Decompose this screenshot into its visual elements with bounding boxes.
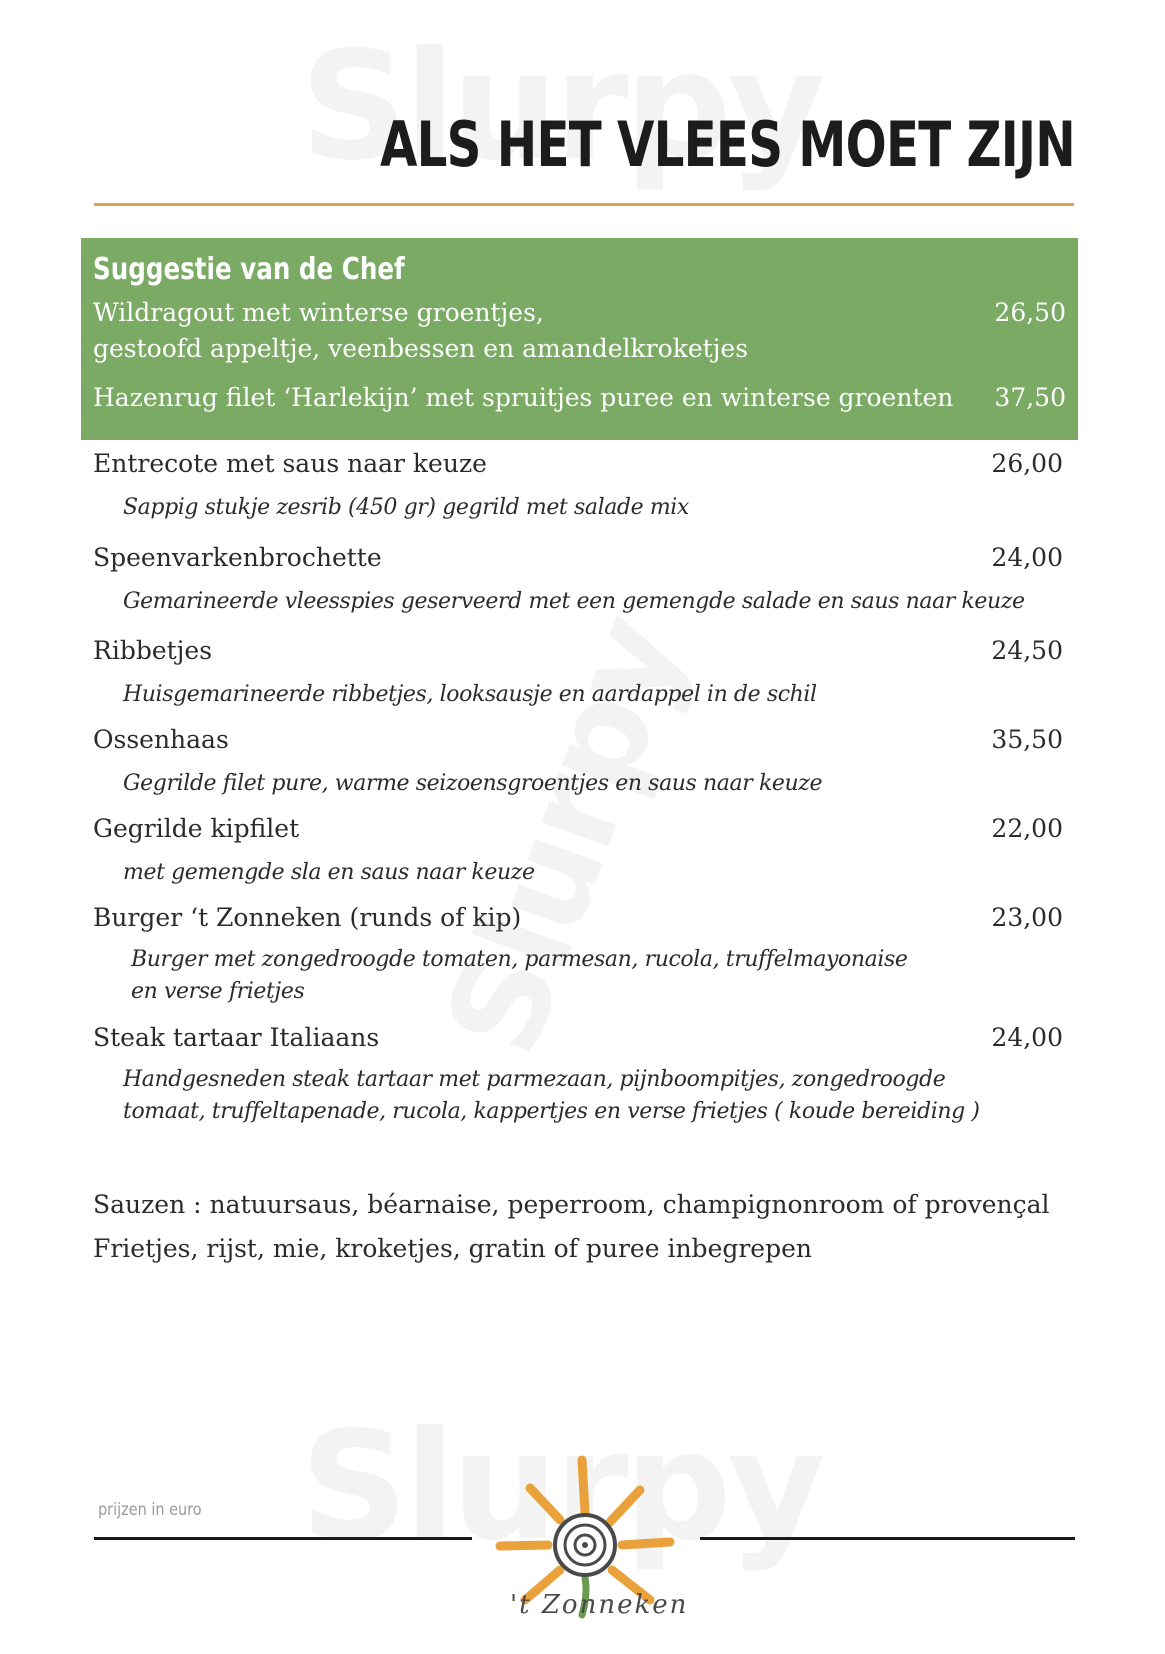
chef-item-price: 37,50 (994, 383, 1066, 412)
menu-item-description: Handgesneden steak tartaar met parmezaan, pijnboompitjes, zongedroogde tomaat, truffeltapenade, rucola, kappertjes en verse frietjes ( koude bereiding ) (123, 1067, 980, 1124)
menu-item-description: met gemengde sla en saus naar keuze (123, 860, 535, 885)
sides-note: Frietjes, rijst, mie, kroketjes, gratin of puree inbegrepen (93, 1234, 813, 1263)
menu-item-price: 24,00 (991, 543, 1063, 572)
menu-item (93, 900, 1063, 1008)
menu-item-description: Sappig stukje zesrib (450 gr) gegrild met salade mix (123, 495, 689, 520)
title-divider (94, 203, 1074, 206)
menu-item (93, 1020, 1063, 1128)
menu-notes (93, 1183, 1050, 1271)
footer-divider-left (94, 1537, 472, 1540)
menu-item-name: Entrecote met saus naar keuze (93, 449, 487, 478)
menu-item-name: Ribbetjes (93, 636, 213, 665)
menu-item-name: Ossenhaas (93, 725, 229, 754)
chef-item-line: gestoofd appeltje, veenbessen en amandelkroketjes (93, 334, 749, 363)
footer-divider-right (700, 1537, 1075, 1540)
menu-item (93, 722, 1063, 800)
chef-item-name (93, 295, 748, 367)
menu-item-description: Huisgemarineerde ribbetjes, looksausje en aardappel in de schil (123, 682, 817, 707)
menu-item-description: Gegrilde filet pure, warme seizoensgroentjes en saus naar keuze (123, 771, 823, 796)
menu-item-price: 23,00 (991, 903, 1063, 932)
menu-item-price: 22,00 (991, 814, 1063, 843)
menu-item-name: Burger ‘t Zonneken (runds of kip) (93, 903, 522, 932)
chef-item-price: 26,50 (994, 298, 1066, 327)
price-currency-note: prijzen in euro (98, 1500, 202, 1520)
chef-suggestion-title: Suggestie van de Chef (93, 252, 405, 287)
logo-wordmark: 't Zonneken (510, 1590, 689, 1620)
menu-item-name: Gegrilde kipfilet (93, 814, 300, 843)
sauces-note: Sauzen : natuursaus, béarnaise, peperroom, champignonroom of provençal (93, 1190, 1050, 1219)
chef-item-name (93, 380, 953, 416)
sun-logo-icon (490, 1450, 680, 1650)
menu-item-price: 35,50 (991, 725, 1063, 754)
menu-item-name: Speenvarkenbrochette (93, 543, 382, 572)
page-title: ALS HET VLEES MOET ZIJN (380, 108, 1075, 181)
menu-item (93, 446, 1063, 524)
menu-item-description: Burger met zongedroogde tomaten, parmesan, rucola, truffelmayonaise en verse frietjes (131, 947, 908, 1004)
menu-item-price: 24,00 (991, 1023, 1063, 1052)
menu-item (93, 540, 1063, 618)
chef-item-line: Hazenrug filet ‘Harlekijn’ met spruitjes puree en winterse groenten (93, 383, 954, 412)
chef-suggestion-box (81, 238, 1078, 440)
menu-item-price: 24,50 (991, 636, 1063, 665)
menu-item (93, 633, 1063, 711)
chef-item-line: Wildragout met winterse groentjes, (93, 298, 544, 327)
menu-item-description: Gemarineerde vleesspies geserveerd met een gemengde salade en saus naar keuze (123, 589, 1025, 614)
menu-item-name: Steak tartaar Italiaans (93, 1023, 380, 1052)
menu-item (93, 811, 1063, 889)
menu-item-price: 26,00 (991, 449, 1063, 478)
